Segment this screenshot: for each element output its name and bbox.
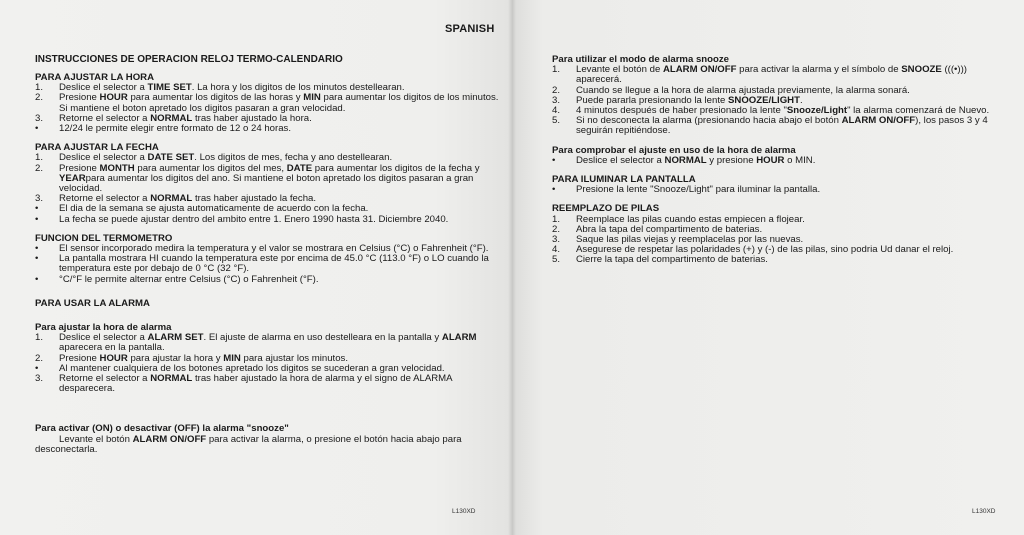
item-number: 2. bbox=[35, 162, 44, 174]
section-heading: PARA AJUSTAR LA FECHA bbox=[35, 142, 159, 154]
item-text: Retorne el selector a NORMAL tras haber ajustado la hora de alarma y el signo de ALARMA desparecera. bbox=[59, 373, 453, 395]
list-item bbox=[35, 374, 505, 394]
item-text: 4 minutos después de haber presionado la lente "Snooze/Light" la alarma comenzará de Nuevo. bbox=[576, 105, 990, 117]
section-snooze-toggle bbox=[35, 424, 505, 455]
page-fold bbox=[508, 0, 516, 535]
item-number: 3. bbox=[552, 234, 561, 246]
list-item bbox=[552, 116, 1012, 136]
item-number: 2. bbox=[35, 92, 44, 104]
item-text: El dia de la semana se ajusta automaticamente de acuerdo con la fecha. bbox=[59, 203, 369, 215]
item-number: 4. bbox=[552, 244, 561, 256]
item-number: 1. bbox=[35, 332, 44, 344]
section-set-date bbox=[35, 143, 505, 225]
item-number: 1. bbox=[552, 64, 561, 76]
item-text: Deslice el selector a NORMAL y presione HOUR o MIN. bbox=[576, 154, 816, 166]
item-text: Deslice el selector a TIME SET. La hora y los digitos de los minutos destellearan. bbox=[59, 82, 405, 94]
subsection-heading: Para ajustar la hora de alarma bbox=[35, 322, 172, 334]
section-heading: REEMPLAZO DE PILAS bbox=[552, 203, 660, 215]
item-number: 2. bbox=[35, 352, 44, 364]
section-snooze-mode bbox=[552, 55, 1012, 137]
item-text: Al mantener cualquiera de los botones apretado los digitos se sucederan a gran velocidad. bbox=[59, 362, 445, 374]
item-number: 1. bbox=[35, 152, 44, 164]
section-check-alarm bbox=[552, 146, 1012, 166]
item-number: 1. bbox=[552, 213, 561, 225]
section-heading: Para activar (ON) o desactivar (OFF) la alarma "snooze" bbox=[35, 423, 289, 435]
item-text: Reemplace las pilas cuando estas empiecen a flojear. bbox=[576, 213, 805, 225]
item-text: Si no desconecta la alarma (presionando hacia abajo el botón ALARM ON/OFF), los pasos 3 y 4 seguirán repitiéndose. bbox=[576, 115, 988, 137]
item-text: Levante el botón de ALARM ON/OFF para activar la alarma y el símbolo de SNOOZE (((•))) aparecerá. bbox=[576, 64, 967, 86]
footer-model-code-right: L130XD bbox=[972, 508, 996, 515]
language-label: SPANISH bbox=[445, 23, 495, 35]
section-heading: Para utilizar el modo de alarma snooze bbox=[552, 54, 730, 65]
bullet-marker: • bbox=[35, 273, 39, 285]
item-text: El sensor incorporado medira la temperatura y el valor se mostrara en Celsius (°C) o Fahrenheit (°F). bbox=[59, 243, 489, 255]
section-backlight bbox=[552, 175, 1012, 195]
item-text: La pantalla mostrara HI cuando la temperatura este por encima de 45.0 °C (113.0 °F) o LO cuando la temperatura este por debajo de 0 °C (32 °F). bbox=[59, 253, 489, 275]
section-heading: PARA USAR LA ALARMA bbox=[35, 297, 150, 309]
list-item bbox=[552, 185, 1012, 195]
bullet-marker: • bbox=[35, 203, 39, 215]
bullet-marker: • bbox=[35, 362, 39, 374]
paragraph: Levante el botón ALARM ON/OFF para activar la alarma, o presione el botón hacia abajo para desconectarla. bbox=[35, 433, 462, 455]
item-text: 12/24 le permite elegir entre formato de 12 o 24 horas. bbox=[59, 123, 291, 135]
bullet-marker: • bbox=[35, 253, 39, 265]
item-text: Saque las pilas viejas y reemplacelas por las nuevas. bbox=[576, 234, 804, 246]
item-number: 4. bbox=[552, 105, 561, 117]
item-text: Presione MONTH para aumentar los digitos del mes, DATE para aumentar los digitos de la fecha y YEARpara aumentar los digitos del ano. Si mantiene el boton apretado los digitos pasaran a gran velocidad. bbox=[59, 162, 480, 195]
item-text: °C/°F le permite alternar entre Celsius (°C) o Fahrenheit (°F). bbox=[59, 273, 319, 285]
footer-model-code-left: L130XD bbox=[452, 508, 476, 515]
section-heading: PARA AJUSTAR LA HORA bbox=[35, 72, 155, 83]
section-set-time bbox=[35, 73, 505, 134]
bullet-marker: • bbox=[35, 243, 39, 255]
item-text: Asegurese de respetar las polaridades (+) y (-) de las pilas, sino podria Ud danar el reloj. bbox=[576, 244, 954, 256]
item-text: La fecha se puede ajustar dentro del ambito entre 1. Enero 1990 hasta 31. Diciembre 2040. bbox=[59, 213, 449, 225]
item-text: Deslice el selector a ALARM SET. El ajuste de alarma en uso destelleara en la pantalla y ALARM aparecera en la pantalla. bbox=[59, 332, 477, 354]
bullet-marker: • bbox=[35, 213, 39, 225]
section-heading: FUNCION DEL TERMOMETRO bbox=[35, 232, 173, 244]
item-text: Presione la lente "Snooze/Light" para iluminar la pantalla. bbox=[576, 184, 821, 196]
list-item bbox=[552, 156, 1012, 166]
item-number: 3. bbox=[35, 373, 44, 385]
list-item bbox=[35, 93, 505, 113]
item-text: Retorne el selector a NORMAL tras haber ajustado la hora. bbox=[59, 112, 312, 124]
bullet-marker: • bbox=[552, 154, 556, 166]
section-heading: Para comprobar el ajuste en uso de la hora de alarma bbox=[552, 144, 796, 156]
item-text: Cuando se llegue a la hora de alarma ajustada previamente, la alarma sonará. bbox=[576, 84, 910, 96]
item-number: 2. bbox=[552, 223, 561, 235]
list-item bbox=[35, 124, 505, 134]
item-number: 5. bbox=[552, 115, 561, 127]
section-heading: PARA ILUMINAR LA PANTALLA bbox=[552, 174, 696, 186]
item-number: 3. bbox=[35, 112, 44, 124]
list-item bbox=[35, 333, 505, 353]
item-text: Abra la tapa del compartimento de baterias. bbox=[576, 223, 763, 235]
section-use-alarm bbox=[35, 299, 505, 395]
left-column bbox=[35, 73, 505, 455]
list-item bbox=[35, 215, 505, 225]
bullet-marker: • bbox=[35, 123, 39, 135]
item-text: Presione HOUR para aumentar los digitos de las horas y MIN para aumentar los digitos de los minutos. Si mantiene el boton apretado los digitos pasaran a gran velocidad. bbox=[59, 92, 499, 114]
item-number: 5. bbox=[552, 254, 561, 266]
section-battery bbox=[552, 204, 1012, 265]
list-item bbox=[35, 164, 505, 195]
item-text: Cierre la tapa del compartimento de baterias. bbox=[576, 254, 768, 266]
item-number: 2. bbox=[552, 84, 561, 96]
item-text: Retorne el selector a NORMAL tras haber ajustado la fecha. bbox=[59, 193, 317, 205]
list-item bbox=[35, 275, 505, 285]
item-text: Puede pararla presionando la lente SNOOZE/LIGHT. bbox=[576, 94, 803, 106]
list-item bbox=[35, 254, 505, 274]
item-text: Presione HOUR para ajustar la hora y MIN para ajustar los minutos. bbox=[59, 352, 349, 364]
list-item bbox=[552, 255, 1012, 265]
right-column bbox=[552, 55, 1012, 266]
list-item bbox=[552, 65, 1012, 85]
item-number: 1. bbox=[35, 82, 44, 94]
item-text: Deslice el selector a DATE SET. Los digitos de mes, fecha y ano destellearan. bbox=[59, 152, 393, 164]
section-thermometer bbox=[35, 234, 505, 285]
item-number: 3. bbox=[552, 94, 561, 106]
item-number: 3. bbox=[35, 193, 44, 205]
document-title: INSTRUCCIONES DE OPERACION RELOJ TERMO-CALENDARIO bbox=[35, 54, 343, 65]
bullet-marker: • bbox=[552, 184, 556, 196]
